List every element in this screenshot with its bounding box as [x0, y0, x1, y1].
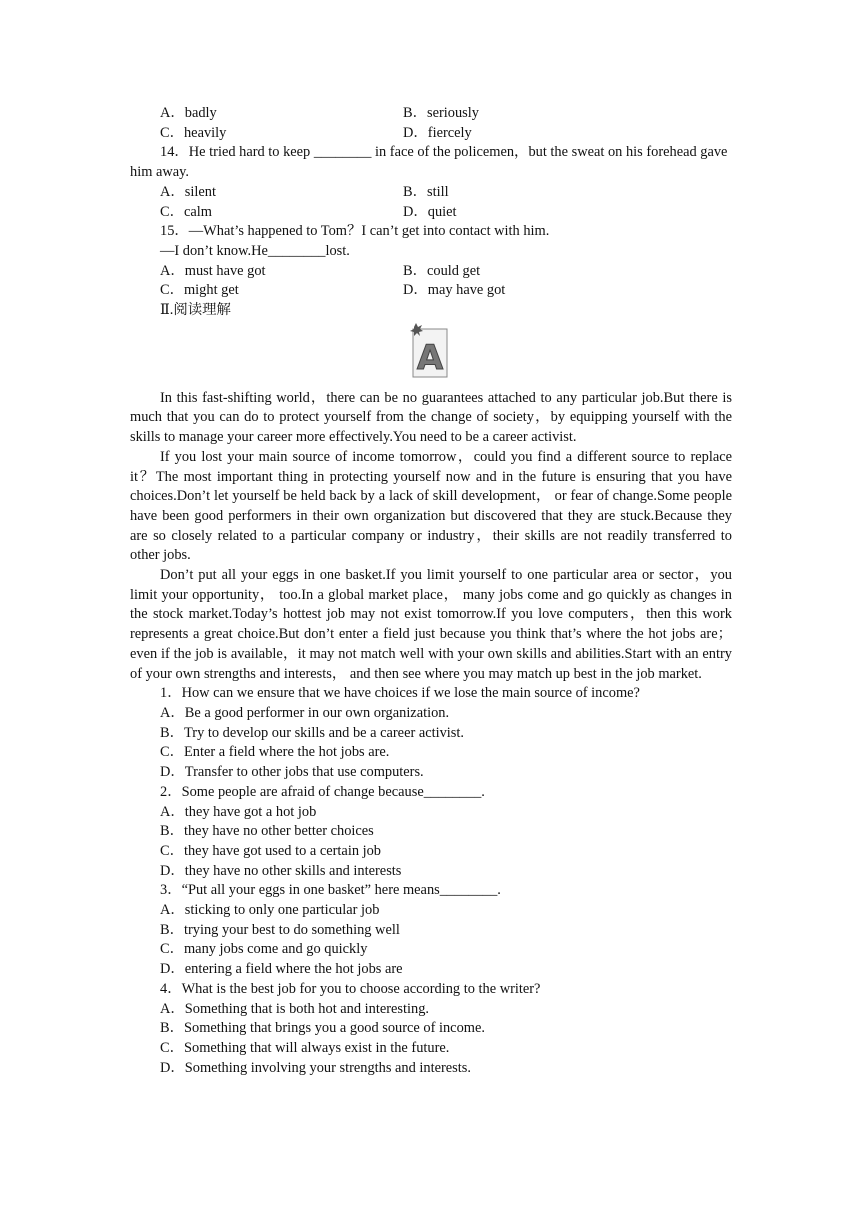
q14-option-d: D．quiet: [403, 203, 457, 220]
q15-stem: 15．—What’s happened to Tom？I can’t get into contact with him.: [160, 223, 550, 240]
question-2-option-c: C．they have got used to a certain job: [160, 842, 381, 859]
q13-option-d: D．fiercely: [403, 124, 472, 141]
question-2-option-d: D．they have no other skills and interests: [160, 862, 402, 879]
q15-option-b: B．could get: [403, 262, 481, 279]
passage-paragraph-2: If you lost your main source of income tomorrow，could you find a different source to replace it？The most important thing in protecting yourself now and in the future is ensuring that you have choices.Don’t let yourself be held back by a lack of skill development， or fear of change.Some people have been good performers in their own organization but discovered that they are stuck.Because they are so closely related to a particular company or industry，their skills are not readily transferred to other jobs.: [130, 448, 732, 564]
passage-paragraph-1: In this fast-shifting world，there can be no guarantees attached to any particular job.But there is much that you can do to protect yourself from the change of society，by equipping yourself with the skills to manage your career more effectively.You need to be a career activist.: [130, 389, 732, 446]
passage-paragraph-3: Don’t put all your eggs in one basket.If you limit yourself to one particular area or sector，you limit your opportunity， too.In a global market place， many jobs come and go quickly as changes in the stock market.Today’s hottest job may not exist tomorrow.If you love computers，then this work represents a great choice.But don’t enter a field just because you think that’s where the hot jobs are；even if the job is available，it may not match well with your own skills and abilities.Start with an entry of your own strengths and interests， and then see where you may match up best in the job market.: [130, 567, 732, 682]
question-3-option-d: D．entering a field where the hot jobs are: [160, 961, 403, 978]
q14-stem: 14．He tried hard to keep ________ in face of the policemen，but the sweat on his forehead gave him away.: [130, 144, 728, 181]
q14-options-row-2: [130, 203, 732, 223]
question-2-option-b: B．they have no other better choices: [160, 823, 374, 840]
question-3-option-b: B．trying your best to do something well: [160, 921, 400, 938]
question-4-option-b: B．Something that brings you a good source of income.: [160, 1020, 485, 1037]
q14-option-c: C．calm: [160, 203, 212, 220]
question-3-option-c: C．many jobs come and go quickly: [160, 941, 368, 958]
question-4-option-d: D．Something involving your strengths and interests.: [160, 1059, 471, 1076]
question-3-stem: 3．“Put all your eggs in one basket” here means________.: [160, 882, 501, 899]
question-2-stem: 2．Some people are afraid of change because________.: [160, 783, 485, 800]
question-4-option-c: C．Something that will always exist in the future.: [160, 1039, 450, 1056]
question-1-option-d: D．Transfer to other jobs that use computers.: [160, 764, 424, 781]
question-2-option-a: A．they have got a hot job: [160, 803, 317, 820]
q15-option-c: C．might get: [160, 282, 239, 299]
question-4-stem: 4．What is the best job for you to choose according to the writer?: [160, 980, 541, 997]
q14-options-row-1: [130, 183, 732, 203]
q15-option-d: D．may have got: [403, 282, 506, 299]
q13-options-row-2: [130, 124, 732, 144]
q15-options-row-1: [130, 262, 732, 282]
q13-option-b: B．seriously: [403, 105, 479, 121]
question-4-option-a: A．Something that is both hot and interesting.: [160, 1000, 430, 1017]
document-page: [130, 104, 732, 1078]
q13-option-a: A．badly: [160, 105, 217, 121]
question-1-stem: 1．How can we ensure that we have choices if we lose the main source of income?: [160, 685, 640, 702]
question-1-option-b: B．Try to develop our skills and be a career activist.: [160, 724, 465, 741]
q14-option-a: A．silent: [160, 183, 216, 200]
passage-a-badge: [130, 323, 732, 381]
passage-a-label: A: [416, 337, 444, 378]
question-1-option-a: A．Be a good performer in our own organization.: [160, 704, 450, 721]
q13-option-c: C．heavily: [160, 124, 227, 141]
q13-options-row-1: [130, 104, 732, 124]
q15-options-row-2: [130, 281, 732, 301]
passage-a-icon: [409, 323, 453, 381]
section-title: Ⅱ.阅读理解: [160, 302, 231, 319]
q14-option-b: B．still: [403, 183, 449, 200]
q15-reply: —I don’t know.He________lost.: [160, 242, 350, 259]
question-3-option-a: A．sticking to only one particular job: [160, 902, 380, 919]
question-1-option-c: C．Enter a field where the hot jobs are.: [160, 744, 390, 761]
q15-option-a: A．must have got: [160, 262, 266, 279]
